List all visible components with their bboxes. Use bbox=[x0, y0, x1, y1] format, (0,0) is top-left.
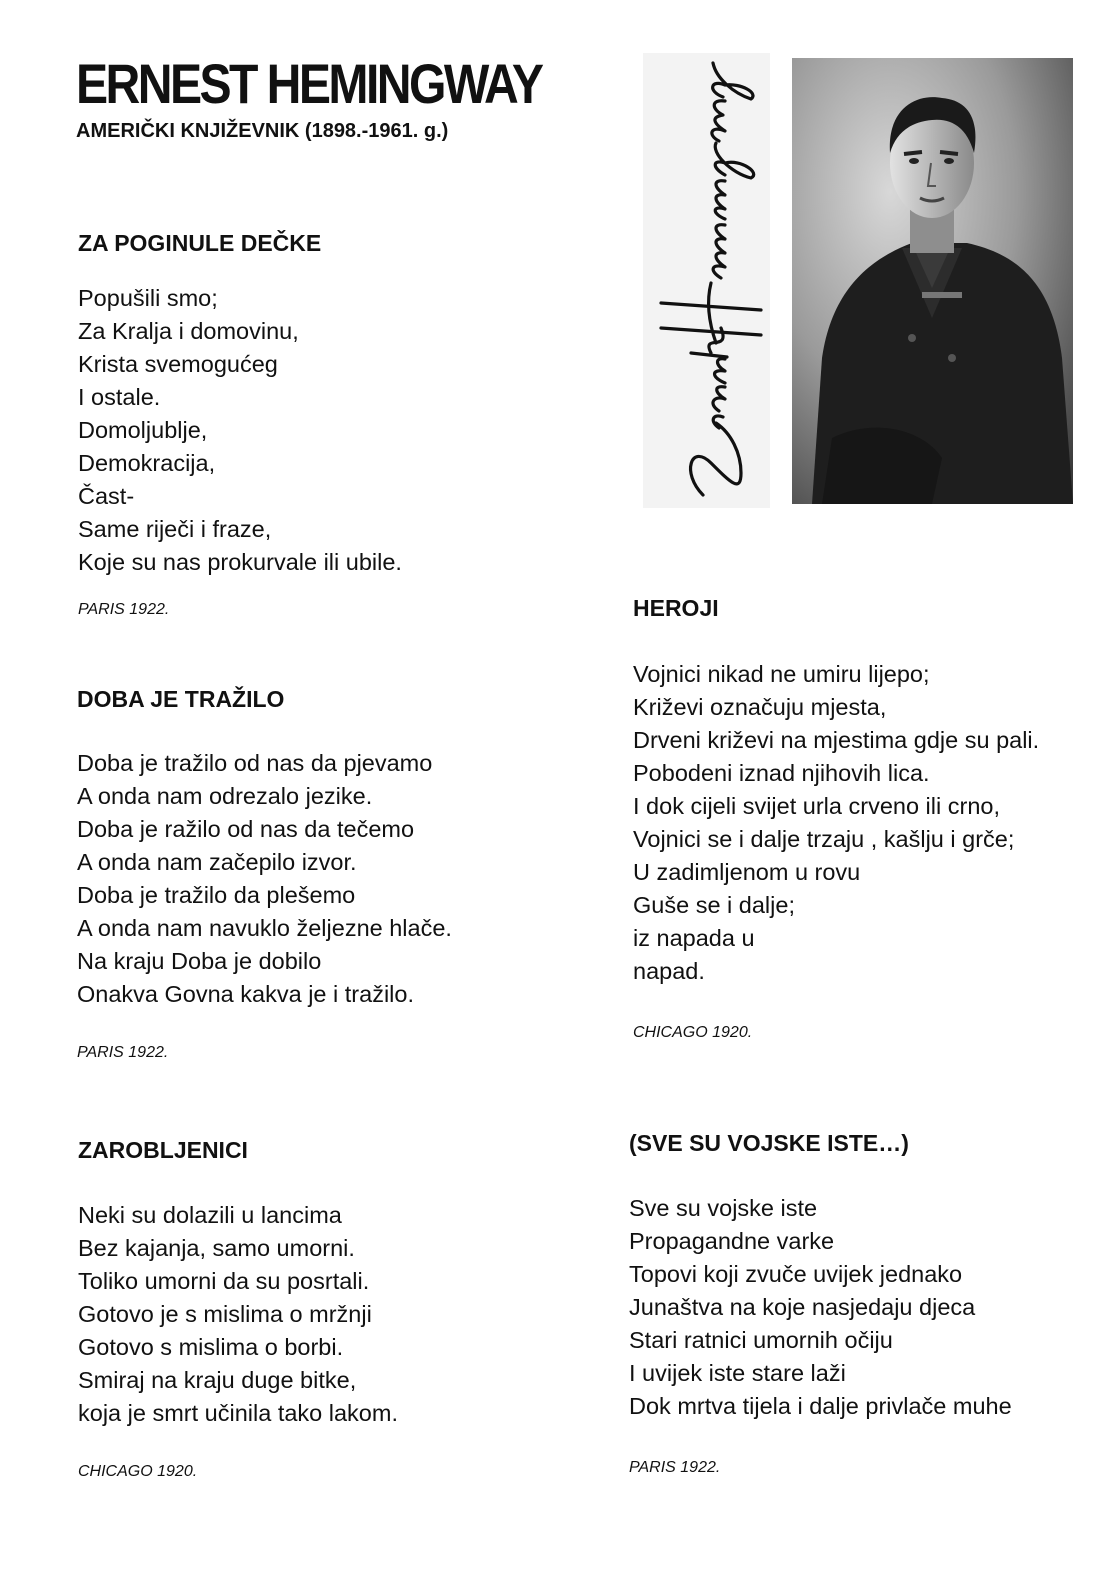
poem-line: Same riječi i fraze, bbox=[78, 516, 272, 542]
poem-title-zarobljenici: ZAROBLJENICI bbox=[78, 1137, 248, 1163]
poem-title-vojske: (SVE SU VOJSKE ISTE…) bbox=[629, 1130, 909, 1156]
poem-signature-heroji: CHICAGO 1920. bbox=[633, 1024, 753, 1041]
poem-line: Doba je ražilo od nas da tečemo bbox=[77, 816, 415, 842]
poem-title-doba: DOBA JE TRAŽILO bbox=[77, 686, 285, 712]
page-title: ERNEST HEMINGWAY bbox=[76, 52, 542, 115]
poem-line: U zadimljenom u rovu bbox=[633, 859, 861, 885]
poem-title-heroji: HEROJI bbox=[633, 595, 719, 621]
poem-signature-za-poginule: PARIS 1922. bbox=[78, 601, 170, 618]
poem-body-zarobljenici bbox=[78, 1199, 398, 1430]
poem-line: Toliko umorni da su posrtali. bbox=[78, 1268, 370, 1294]
poem-line: Propagandne varke bbox=[629, 1228, 835, 1254]
poem-line: Neki su dolazili u lancima bbox=[78, 1202, 342, 1228]
poem-line: Koje su nas prokurvale ili ubile. bbox=[78, 549, 402, 575]
page-subtitle: AMERIČKI KNJIŽEVNIK (1898.-1961. g.) bbox=[76, 120, 449, 142]
poem-line: Krista svemogućeg bbox=[78, 351, 278, 377]
poem-body-doba bbox=[77, 747, 452, 1011]
poem-line: Domoljublje, bbox=[78, 417, 208, 443]
poem-line: Doba je tražilo da plešemo bbox=[77, 882, 356, 908]
poem-title-za-poginule: ZA POGINULE DEČKE bbox=[78, 230, 322, 256]
poem-line: Gotovo s mislima o borbi. bbox=[78, 1334, 344, 1360]
poem-line: Drveni križevi na mjestima gdje su pali. bbox=[633, 727, 1040, 753]
poem-line: Onakva Govna kakva je i tražilo. bbox=[77, 981, 414, 1007]
poem-line: I dok cijeli svijet urla crveno ili crno, bbox=[633, 793, 1000, 819]
poem-line: Sve su vojske iste bbox=[629, 1195, 818, 1221]
poem-line: A onda nam navuklo željezne hlače. bbox=[77, 915, 452, 941]
poem-line: Gotovo je s mislima o mržnji bbox=[78, 1301, 372, 1327]
poem-line: Na kraju Doba je dobilo bbox=[77, 948, 322, 974]
poem-line: Pobodeni iznad njihovih lica. bbox=[633, 760, 930, 786]
poem-body-vojske bbox=[629, 1192, 1012, 1423]
poem-line: Junaštva na koje nasjedaju djeca bbox=[629, 1294, 976, 1320]
poem-line: Čast- bbox=[78, 483, 135, 509]
poem-line: Guše se i dalje; bbox=[633, 892, 795, 918]
poem-line: Stari ratnici umornih očiju bbox=[629, 1327, 893, 1353]
signature-image bbox=[643, 53, 770, 508]
poem-line: I uvijek iste stare laži bbox=[629, 1360, 846, 1386]
poem-line: Smiraj na kraju duge bitke, bbox=[78, 1367, 357, 1393]
poem-body-heroji bbox=[633, 658, 1039, 988]
poem-line: Križevi označuju mjesta, bbox=[633, 694, 887, 720]
poem-line: Dok mrtva tijela i dalje privlače muhe bbox=[629, 1393, 1012, 1419]
poem-line: Demokracija, bbox=[78, 450, 216, 476]
poem-signature-zarobljenici: CHICAGO 1920. bbox=[78, 1463, 198, 1480]
poem-line: Doba je tražilo od nas da pjevamo bbox=[77, 750, 433, 776]
poem-line: A onda nam odrezalo jezike. bbox=[77, 783, 373, 809]
poem-line: A onda nam začepilo izvor. bbox=[77, 849, 357, 875]
poem-body-za-poginule bbox=[78, 282, 402, 579]
signature-glyph bbox=[643, 53, 770, 508]
poem-line: napad. bbox=[633, 958, 705, 984]
poem-line: Popušili smo; bbox=[78, 285, 218, 311]
portrait-icon bbox=[792, 58, 1073, 504]
poem-line: Vojnici se i dalje trzaju , kašlju i grče; bbox=[633, 826, 1015, 852]
poem-line: iz napada u bbox=[633, 925, 755, 951]
poem-line: Vojnici nikad ne umiru lijepo; bbox=[633, 661, 930, 687]
poem-line: Topovi koji zvuče uvijek jednako bbox=[629, 1261, 963, 1287]
poem-line: Za Kralja i domovinu, bbox=[78, 318, 299, 344]
poem-signature-vojske: PARIS 1922. bbox=[629, 1459, 721, 1476]
portrait-photo bbox=[792, 58, 1073, 504]
poem-line: Bez kajanja, samo umorni. bbox=[78, 1235, 355, 1261]
poem-line: koja je smrt učinila tako lakom. bbox=[78, 1400, 398, 1426]
poem-line: I ostale. bbox=[78, 384, 161, 410]
poem-signature-doba: PARIS 1922. bbox=[77, 1044, 169, 1061]
